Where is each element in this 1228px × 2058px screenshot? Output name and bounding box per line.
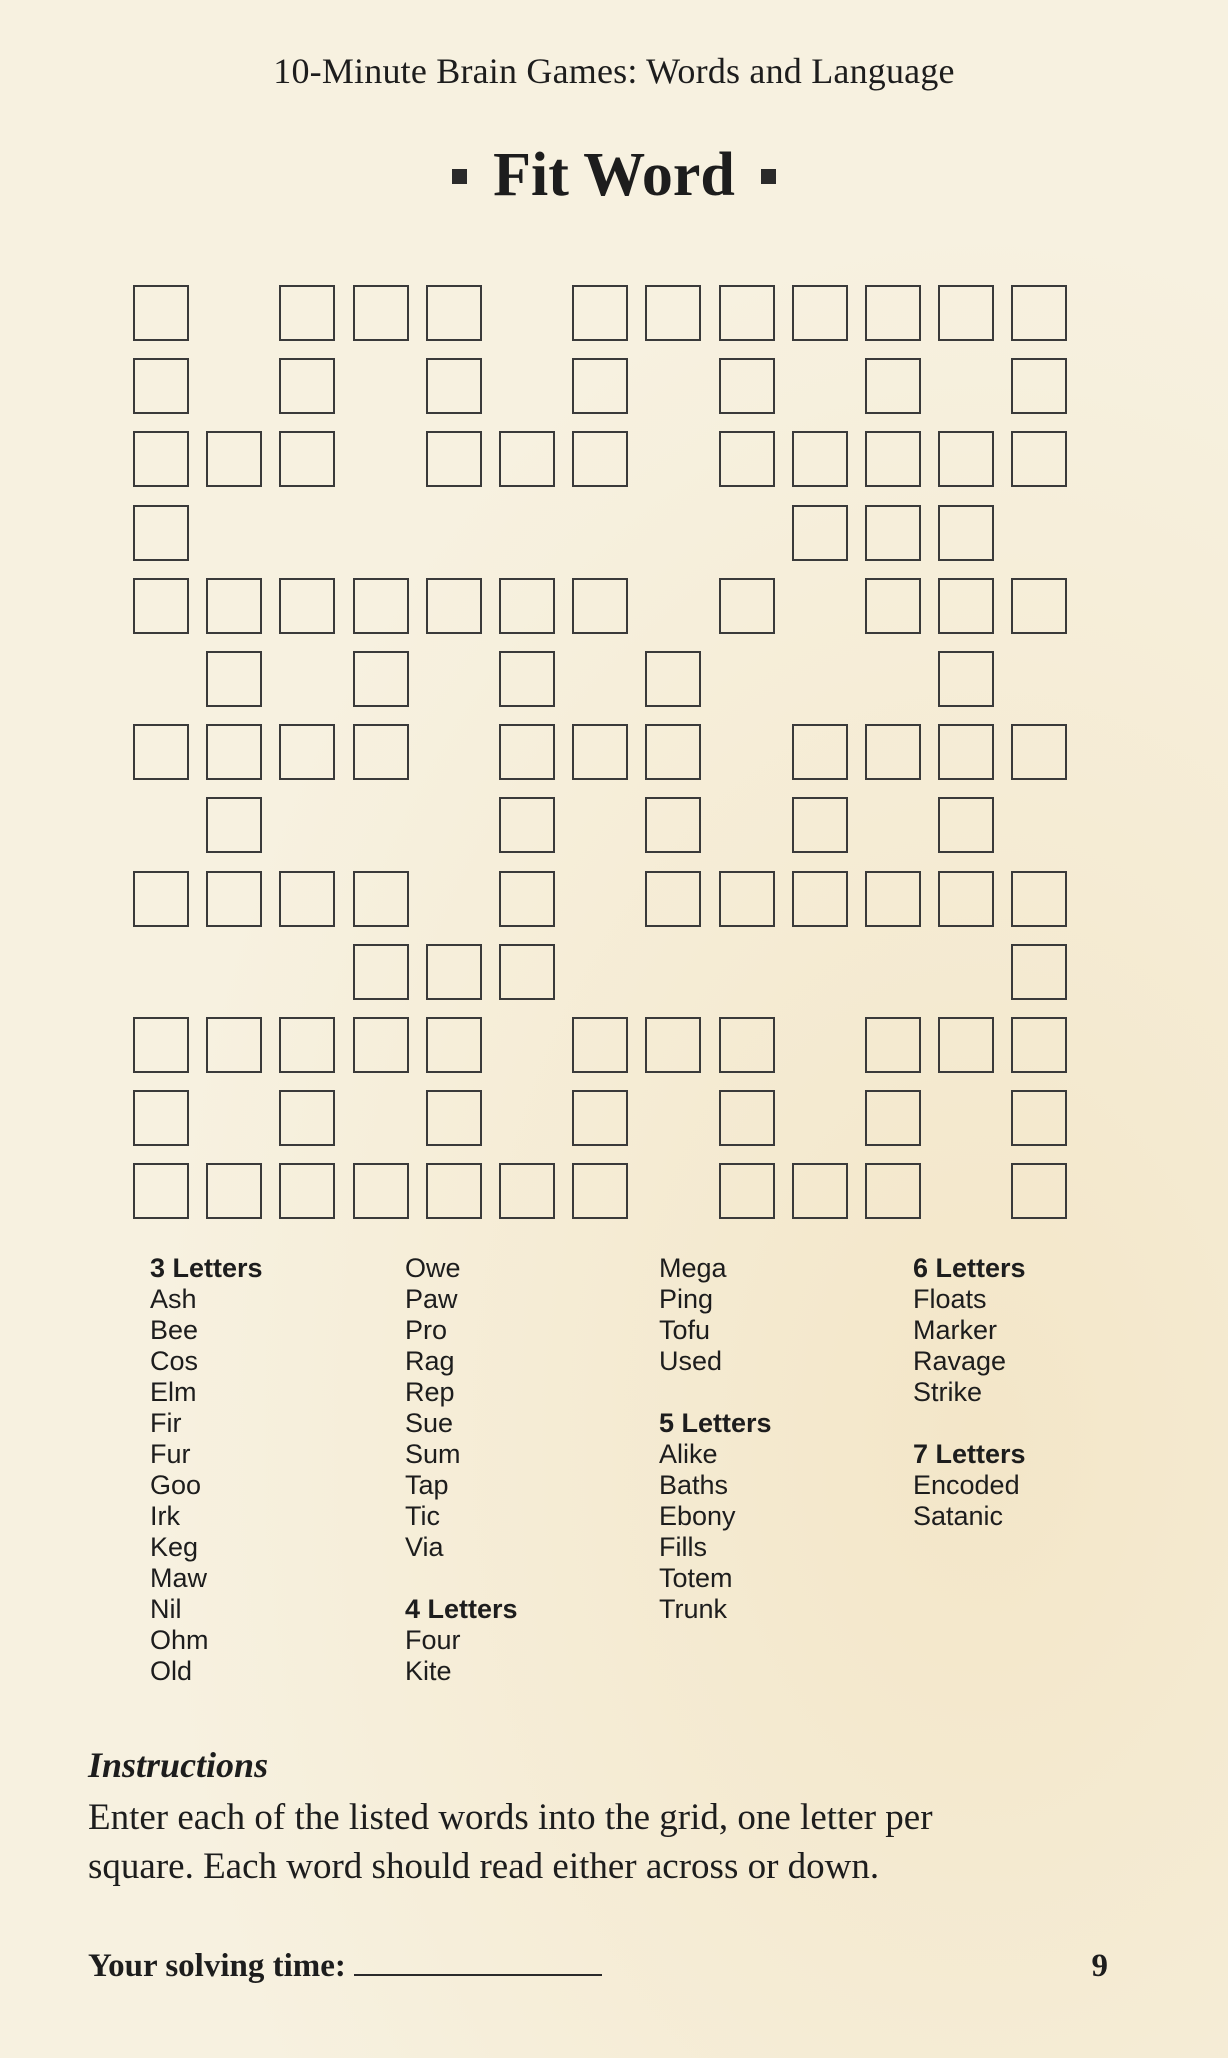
running-head: 10-Minute Brain Games: Words and Language [273,51,955,91]
grid-cell[interactable] [206,578,262,634]
word-list-item: Ebony [659,1501,736,1531]
word-list-item: Rep [405,1377,455,1407]
grid-cell[interactable] [279,871,335,927]
word-list-item: Elm [150,1377,197,1407]
grid-cell[interactable] [865,1163,921,1219]
word-list-item: Four [405,1625,461,1655]
word-list-column-2 [405,1253,518,1687]
grid-cell[interactable] [719,871,775,927]
word-list-item: Trunk [659,1594,728,1624]
grid-cell[interactable] [426,1017,482,1073]
word-list-item: Satanic [913,1501,1004,1531]
grid-cell[interactable] [1011,724,1067,780]
grid-cell[interactable] [938,651,994,707]
grid-cell[interactable] [865,578,921,634]
word-list-item: Tic [405,1501,440,1531]
grid-cell[interactable] [792,797,848,853]
grid-cell[interactable] [865,358,921,414]
grid-cell[interactable] [133,1163,189,1219]
word-list-item: Ash [150,1284,197,1314]
solving-time [88,1948,602,1985]
grid-cell[interactable] [499,944,555,1000]
grid-cell[interactable] [719,1163,775,1219]
grid-cell[interactable] [353,578,409,634]
word-list-item: Strike [913,1377,983,1407]
grid-cell[interactable] [719,1090,775,1146]
grid-cell[interactable] [133,431,189,487]
word-list-item: Fur [150,1439,191,1469]
word-list-item: Kite [405,1656,452,1686]
grid-cell[interactable] [206,724,262,780]
grid-cell[interactable] [865,505,921,561]
word-list-item: Tap [405,1470,449,1500]
grid-cell[interactable] [133,871,189,927]
word-list-column-1 [150,1253,263,1687]
grid-cell[interactable] [1011,358,1067,414]
grid-cell[interactable] [572,358,628,414]
grid-cell[interactable] [426,1090,482,1146]
grid-cell[interactable] [645,797,701,853]
grid-cell[interactable] [206,797,262,853]
word-list-column-3 [659,1253,772,1625]
solving-time-label: Your solving time: [88,1948,346,1984]
grid-cell[interactable] [645,1017,701,1073]
grid-cell[interactable] [865,1017,921,1073]
page-number: 9 [1091,1948,1108,1984]
grid-cell[interactable] [206,1163,262,1219]
grid-cell[interactable] [426,285,482,341]
grid-cell[interactable] [645,724,701,780]
grid-cell[interactable] [792,505,848,561]
grid-cell[interactable] [865,285,921,341]
grid-cell[interactable] [499,871,555,927]
grid-cell[interactable] [938,285,994,341]
grid-cell[interactable] [938,797,994,853]
grid-cell[interactable] [353,285,409,341]
word-list-item: Rag [405,1346,455,1376]
word-list-item: Alike [659,1439,718,1469]
grid-cell[interactable] [1011,871,1067,927]
grid-cell[interactable] [353,944,409,1000]
word-list-item: Sue [405,1408,454,1438]
grid-cell[interactable] [206,1017,262,1073]
grid-cell[interactable] [426,431,482,487]
word-list-item: Nil [150,1594,182,1624]
grid-cell[interactable] [719,431,775,487]
word-list-item: Goo [150,1470,202,1500]
grid-cell[interactable] [206,871,262,927]
grid-cell[interactable] [499,797,555,853]
grid-cell[interactable] [1011,431,1067,487]
word-list-item: Ohm [150,1625,209,1655]
grid-cell[interactable] [499,578,555,634]
word-list-item: Bee [150,1315,199,1345]
grid-cell[interactable] [279,358,335,414]
word-list-item: Via [405,1532,444,1562]
grid-cell[interactable] [865,724,921,780]
word-list-spacer [913,1408,1026,1439]
grid-cell[interactable] [133,1017,189,1073]
grid-cell[interactable] [572,578,628,634]
word-list-spacer [659,1377,772,1408]
grid-cell[interactable] [426,1163,482,1219]
instructions-line: Enter each of the listed words into the grid, one letter per [88,1797,933,1838]
word-list-item: Sum [405,1439,461,1469]
grid-cell[interactable] [499,651,555,707]
instructions-line: square. Each word should read either across or down. [88,1846,880,1887]
grid-cell[interactable] [353,871,409,927]
word-list-item: Maw [150,1563,208,1593]
grid-cell[interactable] [719,358,775,414]
puzzle-title-text: Fit Word [493,141,735,209]
grid-cell[interactable] [645,285,701,341]
word-list-item: Baths [659,1470,729,1500]
grid-cell[interactable] [1011,578,1067,634]
grid-cell[interactable] [1011,1163,1067,1219]
grid-cell[interactable] [133,358,189,414]
word-list-item: Ravage [913,1346,1007,1376]
word-list-item: Used [659,1346,723,1376]
grid-cell[interactable] [426,358,482,414]
grid-cell[interactable] [499,724,555,780]
word-list-item: Tofu [659,1315,711,1345]
grid-cell[interactable] [938,505,994,561]
square-bullet-icon [761,169,776,184]
word-list-item: Old [150,1656,193,1686]
word-list-item: Owe [405,1253,461,1283]
grid-cell[interactable] [279,1017,335,1073]
grid-cell[interactable] [572,1017,628,1073]
grid-cell[interactable] [719,578,775,634]
grid-cell[interactable] [938,431,994,487]
word-list-item: Pro [405,1315,448,1345]
grid-cell[interactable] [206,651,262,707]
grid-cell[interactable] [133,505,189,561]
word-list-item: Ping [659,1284,714,1314]
word-list-item: Irk [150,1501,180,1531]
grid-cell[interactable] [133,1090,189,1146]
grid-cell[interactable] [938,1017,994,1073]
grid-cell[interactable] [792,431,848,487]
square-bullet-icon [452,169,467,184]
solving-time-blank[interactable] [354,1970,602,1976]
grid-cell[interactable] [572,1090,628,1146]
word-list-item: Totem [659,1563,733,1593]
word-list-item: Fills [659,1532,707,1562]
word-length-heading: 6 Letters [913,1253,1026,1283]
grid-cell[interactable] [792,285,848,341]
grid-cell[interactable] [572,724,628,780]
grid-cell[interactable] [645,651,701,707]
grid-cell[interactable] [572,285,628,341]
grid-cell[interactable] [645,871,701,927]
word-list-item: Cos [150,1346,199,1376]
grid-cell[interactable] [792,871,848,927]
word-list-item: Paw [405,1284,458,1314]
grid-cell[interactable] [133,285,189,341]
puzzle-grid [133,285,1077,1233]
word-list-item: Encoded [913,1470,1020,1500]
grid-cell[interactable] [426,944,482,1000]
grid-cell[interactable] [279,1090,335,1146]
instructions-heading: Instructions [88,1745,269,1785]
word-list-item: Marker [913,1315,998,1345]
word-length-heading: 3 Letters [150,1253,263,1283]
word-length-heading: 7 Letters [913,1439,1026,1469]
word-length-heading: 4 Letters [405,1594,518,1624]
grid-cell[interactable] [938,724,994,780]
grid-cell[interactable] [279,285,335,341]
grid-cell[interactable] [279,431,335,487]
word-list-column-4 [913,1253,1026,1532]
word-length-heading: 5 Letters [659,1408,772,1438]
grid-cell[interactable] [206,431,262,487]
grid-cell[interactable] [499,1163,555,1219]
grid-cell[interactable] [353,1017,409,1073]
instructions-text [88,1793,1148,1891]
grid-cell[interactable] [719,1017,775,1073]
grid-cell[interactable] [133,578,189,634]
word-list-item: Floats [913,1284,987,1314]
grid-cell[interactable] [1011,1090,1067,1146]
grid-cell[interactable] [865,1090,921,1146]
grid-cell[interactable] [792,1163,848,1219]
grid-cell[interactable] [133,724,189,780]
grid-cell[interactable] [353,724,409,780]
grid-cell[interactable] [279,578,335,634]
grid-cell[interactable] [1011,1017,1067,1073]
grid-cell[interactable] [279,1163,335,1219]
grid-cell[interactable] [1011,285,1067,341]
grid-cell[interactable] [938,871,994,927]
grid-cell[interactable] [572,1163,628,1219]
grid-cell[interactable] [865,871,921,927]
grid-cell[interactable] [353,651,409,707]
grid-cell[interactable] [792,724,848,780]
grid-cell[interactable] [572,431,628,487]
grid-cell[interactable] [279,724,335,780]
word-list-spacer [405,1563,518,1594]
grid-cell[interactable] [719,285,775,341]
grid-cell[interactable] [865,431,921,487]
grid-cell[interactable] [938,578,994,634]
grid-cell[interactable] [353,1163,409,1219]
grid-cell[interactable] [499,431,555,487]
word-list-item: Fir [150,1408,182,1438]
word-list-item: Mega [659,1253,727,1283]
word-list-item: Keg [150,1532,199,1562]
grid-cell[interactable] [426,578,482,634]
grid-cell[interactable] [1011,944,1067,1000]
puzzle-title [0,140,1228,211]
